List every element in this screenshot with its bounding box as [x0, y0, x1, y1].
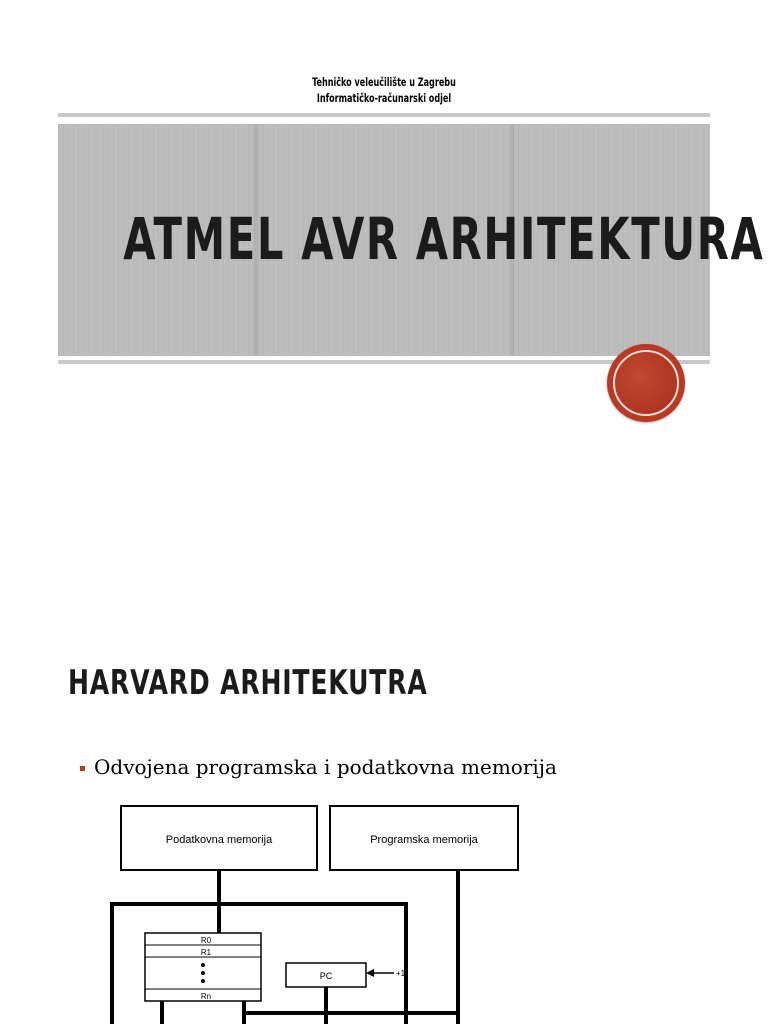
register-r0: R0 — [200, 936, 212, 945]
data-memory-label: Podatkovna memorija — [165, 834, 273, 846]
register-ellipsis-dot — [201, 979, 205, 983]
presentation-title: ATMEL AVR ARHITEKTURA — [123, 205, 765, 273]
department-name: Informatičko-računarski odjel — [316, 91, 452, 105]
register-ellipsis-dot — [201, 963, 205, 967]
register-rn: Rn — [200, 992, 212, 1001]
harvard-architecture-diagram — [104, 803, 524, 1024]
band-top-rule — [58, 113, 710, 117]
slide-title: HARVARD ARHITEKUTRA — [68, 663, 428, 703]
institution-name: Tehničko veleučilište u Zagrebu — [312, 75, 456, 89]
square-bullet-icon — [80, 766, 85, 771]
register-ellipsis-dot — [201, 971, 205, 975]
bullet-text: Odvojena programska i podatkovna memorija — [94, 755, 557, 779]
content-slide — [0, 575, 768, 1024]
program-counter-label: PC — [319, 971, 333, 981]
program-memory-label: Programska memorija — [370, 834, 478, 846]
bullet-item — [80, 755, 557, 779]
pc-increment-label: +1 — [396, 969, 406, 978]
decorative-circle-icon — [607, 344, 685, 422]
institution-header — [84, 74, 683, 106]
register-r1: R1 — [200, 948, 212, 957]
pc-increment-arrowhead — [366, 969, 374, 977]
